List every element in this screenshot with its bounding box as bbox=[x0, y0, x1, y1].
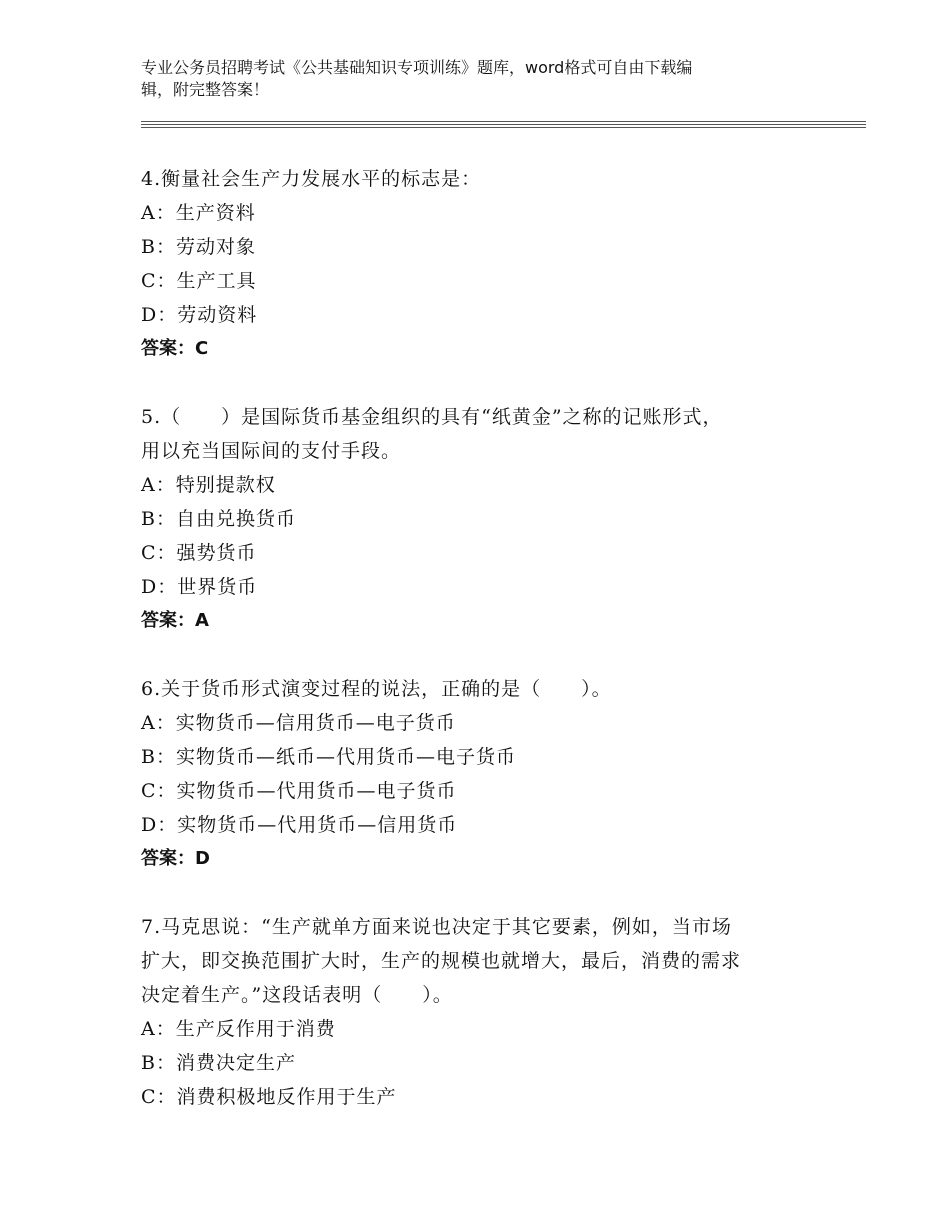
answer-label: 答案：C bbox=[141, 338, 209, 359]
option-c: C：消费积极地反作用于生产 bbox=[141, 1086, 397, 1108]
option-a: A：生产资料 bbox=[141, 202, 256, 224]
question-stem: 扩大，即交换范围扩大时，生产的规模也就增大，最后，消费的需求 bbox=[141, 950, 742, 972]
header-line-2: 辑，附完整答案！ bbox=[141, 80, 270, 99]
header-line-1: 专业公务员招聘考试《公共基础知识专项训练》题库，word格式可自由下载编 bbox=[141, 58, 693, 77]
question-stem: 5.（ ）是国际货币基金组织的具有“纸黄金”之称的记账形式， bbox=[141, 406, 723, 428]
question-stem: 6.关于货币形式演变过程的说法，正确的是（ ）。 bbox=[141, 678, 612, 700]
option-a: A：生产反作用于消费 bbox=[141, 1018, 336, 1040]
option-b: B：劳动对象 bbox=[141, 236, 256, 258]
question-stem: 4.衡量社会生产力发展水平的标志是： bbox=[141, 168, 482, 190]
answer-label: 答案：A bbox=[141, 610, 209, 631]
answer-label: 答案：D bbox=[141, 848, 210, 869]
question-stem: 用以充当国际间的支付手段。 bbox=[141, 440, 402, 462]
option-c: C：实物货币—代用货币—电子货币 bbox=[141, 780, 457, 802]
option-d: D：劳动资料 bbox=[141, 304, 258, 326]
option-c: C：强势货币 bbox=[141, 542, 257, 564]
option-b: B：自由兑换货币 bbox=[141, 508, 296, 530]
header-rule bbox=[141, 121, 866, 122]
option-a: A：特别提款权 bbox=[141, 474, 276, 496]
option-d: D：实物货币—代用货币—信用货币 bbox=[141, 814, 458, 836]
header-rule bbox=[141, 124, 866, 125]
question-4 bbox=[141, 162, 821, 366]
question-stem: 7.马克思说：“生产就单方面来说也决定于其它要素，例如，当市场 bbox=[141, 916, 732, 938]
question-5 bbox=[141, 400, 821, 638]
question-7 bbox=[141, 910, 821, 1114]
question-list bbox=[141, 162, 821, 1148]
option-c: C：生产工具 bbox=[141, 270, 257, 292]
option-b: B：实物货币—纸币—代用货币—电子货币 bbox=[141, 746, 516, 768]
option-d: D：世界货币 bbox=[141, 576, 258, 598]
question-6 bbox=[141, 672, 821, 876]
header-rule bbox=[141, 127, 866, 128]
option-a: A：实物货币—信用货币—电子货币 bbox=[141, 712, 456, 734]
option-b: B：消费决定生产 bbox=[141, 1052, 296, 1074]
page-header bbox=[141, 57, 831, 101]
question-stem: 决定着生产。”这段话表明（ ）。 bbox=[141, 984, 453, 1006]
